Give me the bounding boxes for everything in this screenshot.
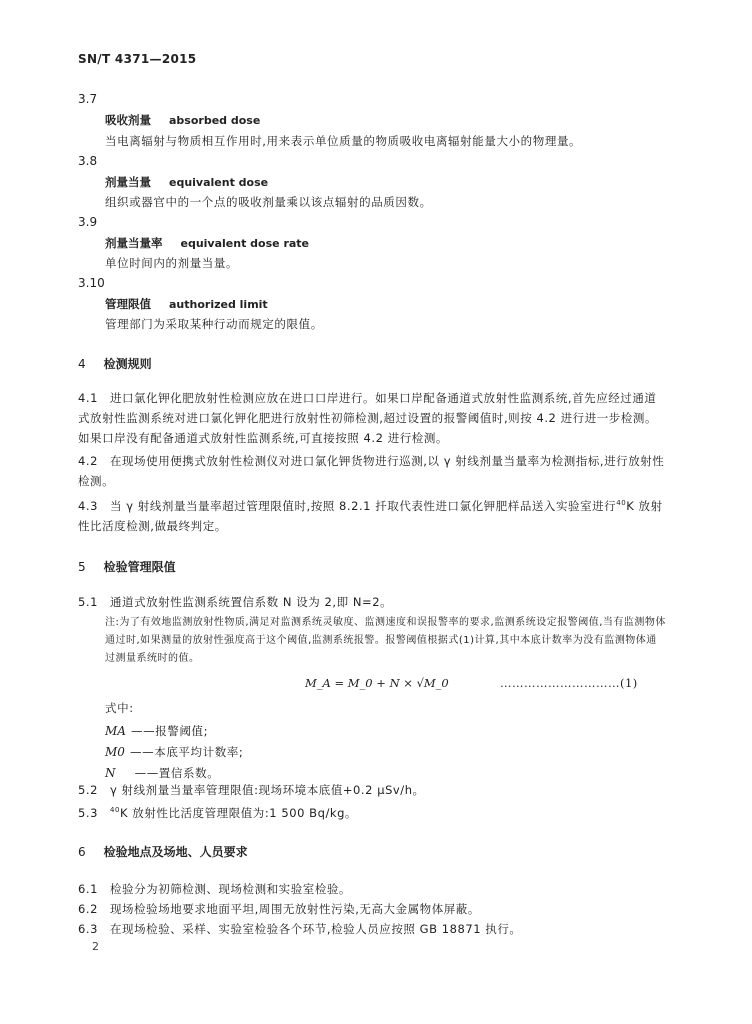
isotope-mass: 40 [110, 806, 121, 814]
note-paragraph: 注:为了有效地监测放射性物质,满足对监测系统灵敏度、监测速度和误报警率的要求,监测系统设定报警阈值,当有监测物体通过时,如果测量的放射性强度高于这个阈值,监测系统报警。报警阈值根据式(1)计算,其中本底计数率为没有监测物体通过测量系统时的值。 [105, 617, 666, 664]
section-number: 6 [78, 845, 86, 859]
section-title: 检测规则 [103, 357, 152, 371]
term-definition: 当电离辐射与物质相互作用时,用来表示单位质量的物质吸收电离辐射能量大小的物理量。 [105, 134, 582, 148]
standard-header: SN/T 4371—2015 [78, 52, 197, 66]
where-label: 式中: [105, 701, 134, 715]
symbol-description: ——本底平均计数率; [130, 745, 244, 759]
term-zh: 剂量当量 [105, 175, 151, 189]
clause-4-3 [78, 493, 668, 536]
section-title: 检验管理限值 [103, 560, 176, 574]
symbol-row [105, 720, 208, 739]
clause-6-2: 6.2 现场检验场地要求地面平坦,周围无放射性污染,无高大金属物体屏蔽。 [78, 902, 480, 916]
term-heading [105, 235, 309, 251]
term-definition: 组织或器官中的一个点的吸收剂量乘以该点辐射的品质因数。 [105, 195, 432, 209]
formula-number: …………………………(1) [500, 676, 638, 690]
term-number: 3.10 [78, 276, 105, 290]
clause-4-3-text-end: K 放射性比活度检测,做最终判定。 [78, 498, 663, 533]
symbol-description: ——报警阈值; [131, 724, 209, 738]
term-zh: 剂量当量率 [105, 236, 163, 250]
term-number: 3.9 [78, 215, 98, 229]
section-heading [78, 558, 176, 575]
section-heading [78, 843, 248, 860]
isotope-mass: 40 [616, 499, 627, 507]
term-number: 3.8 [78, 154, 98, 168]
alarm-threshold-formula [305, 676, 449, 690]
clause-6-1: 6.1 检验分为初筛检测、现场检测和实验室检验。 [78, 882, 351, 896]
term-heading [105, 296, 268, 312]
term-zh: 吸收剂量 [105, 113, 151, 127]
term-definition: 单位时间内的剂量当量。 [105, 256, 239, 270]
term-en: authorized limit [169, 298, 268, 311]
symbol-row [105, 762, 219, 781]
symbol-row [105, 741, 243, 760]
section-number: 4 [78, 357, 86, 371]
clause-5-3 [78, 800, 668, 823]
clause-4-3-text: 4.3 当 γ 射线剂量当量率超过管理限值时,按照 8.2.1 扦取代表性进口氯化钾肥样品送入实验室进行 [78, 498, 617, 513]
clause-5-1: 5.1 通道式放射性监测系统置信系数 N 设为 2,即 N=2。 [78, 595, 393, 609]
clause-6-3: 6.3 在现场检验、采样、实验室检验各个环节,检验人员应按照 GB 18871 执行。 [78, 922, 522, 936]
symbol: M0 [105, 745, 125, 759]
term-heading [105, 174, 268, 190]
symbol: N [105, 766, 116, 780]
page-number: 2 [92, 940, 99, 953]
term-number: 3.7 [78, 92, 98, 106]
section-heading [78, 355, 152, 372]
section-number: 5 [78, 560, 86, 574]
symbol: MA [105, 724, 126, 738]
term-en: equivalent dose rate [180, 237, 310, 250]
section-title: 检验地点及场地、人员要求 [103, 845, 248, 859]
clause-5-2: 5.2 γ 射线剂量当量率管理限值:现场环境本底值+0.2 μSv/h。 [78, 783, 425, 797]
clause-4-2: 4.2 在现场使用便携式放射性检测仪对进口氯化钾货物进行巡测,以 γ 射线剂量当量率为检测指标,进行放射性检测。 [78, 454, 665, 488]
formula-text: M_A = M_0 + N × √M_0 [305, 676, 449, 690]
term-zh: 管理限值 [105, 297, 151, 311]
clause-4-1: 4.1 进口氯化钾化肥放射性检测应放在进口口岸进行。如果口岸配备通道式放射性监测系统,首先应经过通道式放射性监测系统对进口氯化钾化肥进行放射性初筛检测,超过设置的报警阈值时,则按 4.2 进行进一步检测。如果口岸没有配备通道式放射性监测系统,可直接按照 4.2 进行检测。 [78, 391, 658, 445]
term-en: absorbed dose [169, 114, 261, 127]
clause-5-3-number: 5.3 [78, 805, 110, 820]
term-en: equivalent dose [169, 176, 269, 189]
term-heading [105, 112, 260, 128]
term-definition: 管理部门为采取某种行动而规定的限值。 [105, 317, 323, 331]
clause-5-3-text: K 放射性比活度管理限值为:1 500 Bq/kg。 [120, 805, 357, 820]
symbol-description: ——置信系数。 [134, 766, 220, 780]
